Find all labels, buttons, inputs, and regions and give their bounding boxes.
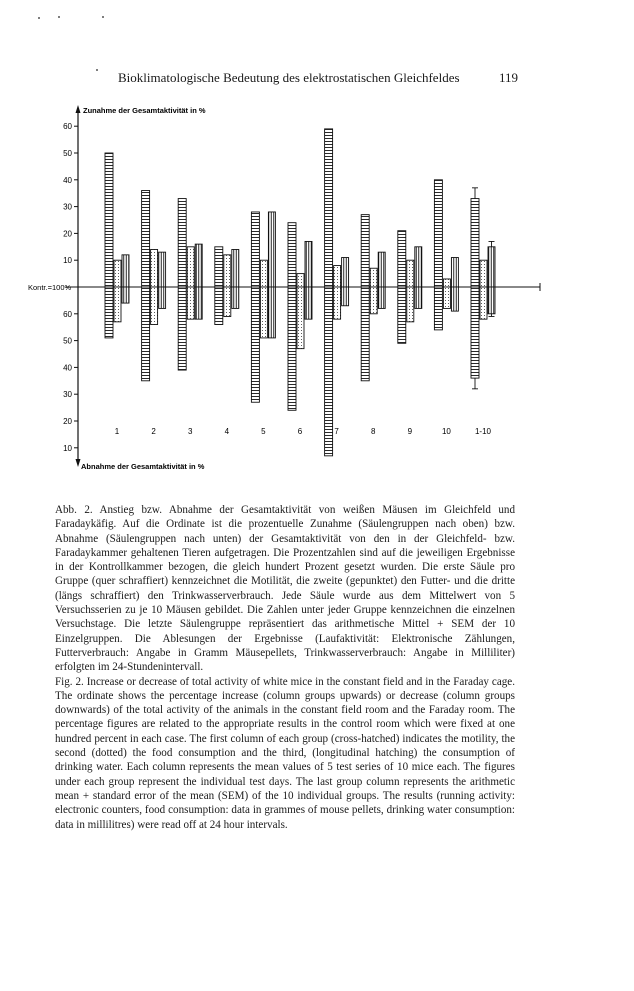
bar-1-increase-day-4 [215,247,223,287]
category-label: 5 [261,427,266,436]
bar-2-increase-day-2 [151,249,158,287]
bar-1-decrease-day-10 [434,287,442,330]
bar-3-increase-day-8 [378,252,385,287]
y-tick-label: 60 [63,309,72,319]
bar-2-increase-day-1-10 [480,260,487,287]
bar-3-increase-day-9 [415,247,422,287]
y-tick-label: 30 [63,390,72,400]
category-label: 2 [151,427,156,436]
page-number: 119 [498,70,518,85]
bar-1-increase-day-6 [288,223,296,287]
bar-1-decrease-day-1 [105,287,113,338]
category-label: 6 [297,427,303,436]
bar-1-decrease-day-3 [178,287,186,370]
bar-3-increase-day-3 [195,244,202,287]
activity-bar-chart [0,95,634,485]
bar-2-decrease-day-1-10 [480,287,487,319]
bar-2-decrease-day-2 [151,287,158,325]
category-label: 3 [187,427,193,436]
bar-3-increase-day-5 [268,212,275,287]
bar-1-decrease-day-7 [325,287,333,456]
scan-speck [58,16,60,18]
bar-3-decrease-day-10 [451,287,458,311]
bar-2-decrease-day-6 [297,287,304,349]
bar-3-increase-day-1 [122,255,129,287]
bar-1-increase-day-2 [142,191,150,287]
bar-3-decrease-day-2 [159,287,166,308]
scan-speck [96,69,98,71]
baseline-label: Kontr.=100% [28,283,72,292]
bar-3-increase-day-10 [451,258,458,287]
bar-2-increase-day-6 [297,274,304,287]
bars-layer [105,129,495,456]
bar-1-increase-day-3 [178,199,186,287]
bar-2-increase-day-4 [224,255,231,287]
y-tick-label: 40 [63,363,72,373]
bar-2-decrease-day-7 [334,287,341,319]
bar-3-increase-day-6 [305,241,312,287]
bar-1-decrease-day-8 [361,287,369,381]
category-label: 7 [334,427,339,436]
category-label: 1 [114,427,120,436]
bar-1-decrease-day-4 [215,287,223,325]
bar-2-decrease-day-10 [443,287,450,308]
caption-english: Fig. 2. Increase or decrease of total activity of white mice in the constant field and in the Faraday cage. The ordinate shows the percentage increase (column groups upwards) or decrease (column groups downwards) of the total activity of the animals in the constant field room and the Faraday room. The percentage figures are related to the appropriate results in the control room which were fixed at one hundred percent in each case. The first column of each group (cross-hatched) indicates the motility, the second (dotted) the food consumption and the third, (longitudinal hatching) the consumption of drinking water. Each column represents the mean values of 5 test series of 10 mice each. The figures under each group represent the individual test days. The last group column represents the arithmetic mean + standard error of the mean (SEM) of the 10 individual groups. The results (running activity: electronic counters, food consumption: data in grammes of mouse pellets, drinking water consumption: data in millilitres) were read off at 24 hour intervals. [55,675,515,831]
scan-speck [102,16,104,18]
y-tick-label: 10 [63,256,72,266]
category-label: 1-10 [474,427,492,436]
category-label: 8 [370,427,376,436]
bar-1-increase-day-1 [105,153,113,287]
bar-3-decrease-day-7 [342,287,349,306]
y-tick-label: 10 [63,443,72,453]
bar-3-increase-day-7 [342,258,349,287]
bar-1-decrease-day-9 [398,287,406,343]
bar-1-increase-day-8 [361,215,369,287]
y-tick-label: 60 [63,122,72,132]
y-axis-arrow-up [76,105,81,113]
bar-2-increase-day-3 [187,247,194,287]
bar-3-decrease-day-6 [305,287,312,319]
bar-1-increase-day-10 [434,180,442,287]
bar-2-decrease-day-9 [407,287,414,322]
bar-2-increase-day-10 [443,279,450,287]
caption-german: Abb. 2. Anstieg bzw. Abnahme der Gesamtaktivität von weißen Mäusen im Gleichfeld und Faradaykäfig. Auf die Ordinate ist die prozentuelle Zunahme (Säulengruppen nach oben) bzw. Abnahme (Säulengruppen nach unten) der Gesamtaktivität von den in der Gleichfeld- bzw. Faradaykammer gehaltenen Tieren aufgetragen. Die Prozentzahlen sind auf die jeweiligen Ergebnisse in der Kontrollkammer bezogen, die gleich hundert Prozent gesetzt wurden. Die erste Säule pro Gruppe (quer schraffiert) kennzeichnet die Motilität, die zweite (gepunktet) den Futter- und die dritte (längs schraffiert) den Trinkwasserverbrauch. Jede Säule wurde aus dem Mittelwert von 5 Versuchsserien zu je 10 Mäusen gebildet. Die Zahlen unter jeder Gruppe kennzeichnen die einzelnen Versuchstage. Die letzte Säulengruppe repräsentiert das arithmetische Mittel + SEM der 10 Einzelgruppen. Die Ablesungen der Ergebnisse (Laufaktivität: Elektronische Zählungen, Futterverbrauch: Angabe in Gramm Mäusepellets, Trinkwasserverbrauch: Angabe in Milliliter) erfolgten im 24-Stundenintervall. [55,504,515,674]
category-label: 9 [407,427,413,436]
bar-1-increase-day-5 [251,212,259,287]
bar-3-decrease-day-9 [415,287,422,308]
bar-2-decrease-day-1 [114,287,121,322]
bar-1-decrease-day-6 [288,287,296,410]
bar-3-decrease-day-1 [122,287,129,303]
scan-speck [38,17,40,19]
bar-2-decrease-day-3 [187,287,194,319]
bar-3-decrease-day-1-10 [488,287,495,314]
bar-1-decrease-day-1-10 [471,287,479,378]
bar-1-increase-day-1-10 [471,199,479,287]
bar-2-increase-day-9 [407,260,414,287]
bar-3-decrease-day-5 [268,287,275,338]
bar-3-decrease-day-3 [195,287,202,319]
category-label: 4 [224,427,230,436]
bar-3-increase-day-4 [232,249,239,287]
running-title: Bioklimatologische Bedeutung des elektrostatischen Gleichfeldes [118,70,460,85]
bar-2-increase-day-8 [370,268,377,287]
bar-2-increase-day-1 [114,260,121,287]
bar-1-increase-day-9 [398,231,406,287]
y-tick-label: 50 [63,336,72,346]
y-tick-label: 50 [63,149,72,158]
bar-3-increase-day-1-10 [488,247,495,287]
y-axis-arrow-down [76,459,81,467]
top-axis-label: Zunahme der Gesamtaktivität in % [83,106,206,115]
bar-2-increase-day-7 [334,266,341,287]
figure-caption [55,503,515,832]
bar-1-increase-day-7 [325,129,333,287]
y-tick-label: 40 [63,175,72,185]
bar-2-decrease-day-8 [370,287,377,314]
category-label: 10 [441,427,451,436]
bar-3-decrease-day-8 [378,287,385,308]
y-tick-label: 20 [63,417,72,426]
bar-2-decrease-day-4 [224,287,231,316]
bar-1-decrease-day-2 [142,287,150,381]
bar-3-increase-day-2 [159,252,166,287]
bottom-axis-label: Abnahme der Gesamtaktivität in % [81,462,205,471]
bar-2-increase-day-5 [260,260,267,287]
bar-3-decrease-day-4 [232,287,239,308]
y-tick-label: 30 [63,202,72,212]
bar-1-decrease-day-5 [251,287,259,402]
y-tick-label: 20 [63,229,72,239]
bar-2-decrease-day-5 [260,287,267,338]
